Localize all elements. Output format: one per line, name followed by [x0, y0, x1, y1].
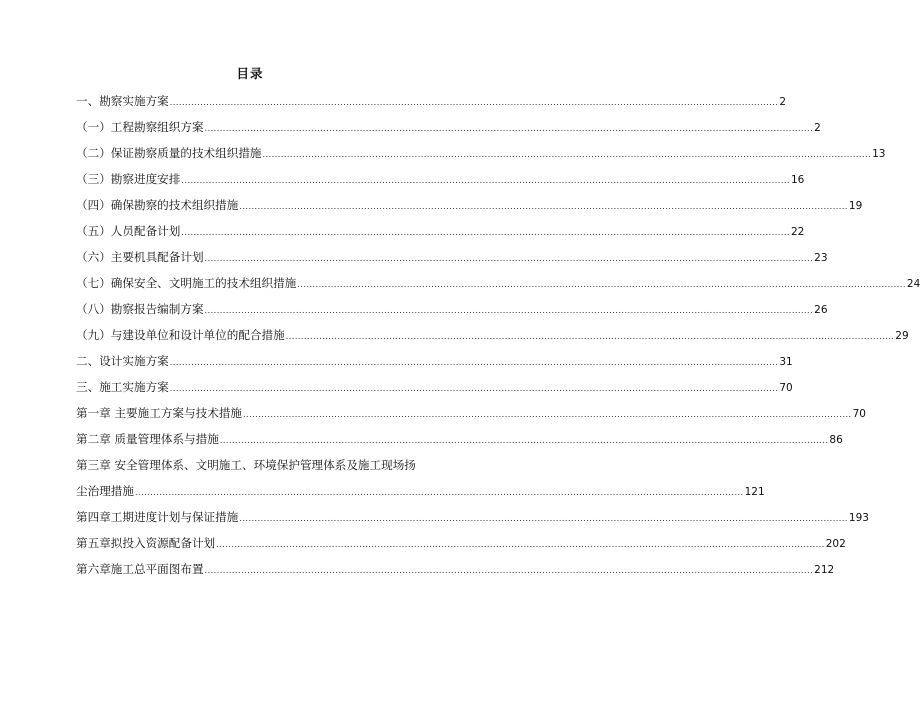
toc-entry-page: 70 — [852, 408, 866, 420]
toc-entry[interactable] — [76, 530, 846, 556]
dot-leader: ........................................................................................................................................................................................................ — [181, 228, 790, 237]
toc-entry[interactable] — [76, 244, 828, 270]
toc-entry[interactable] — [76, 426, 843, 452]
toc-entry[interactable] — [76, 166, 805, 192]
toc-entry-page: 212 — [814, 564, 835, 576]
toc-entry-label: （九）与建设单位和设计单位的配合措施 — [76, 328, 285, 342]
toc-entry-label-continued: 尘治理措施 — [76, 484, 134, 498]
toc-entry-label: 第四章工期进度计划与保证措施 — [76, 510, 239, 524]
toc-entry[interactable] — [76, 88, 787, 114]
toc-entry[interactable] — [76, 400, 866, 426]
dot-leader: ........................................................................................................................................................................................................ — [169, 358, 779, 367]
toc-entry-page: 26 — [814, 304, 828, 316]
toc-entry[interactable] — [76, 140, 886, 166]
dot-leader: ........................................................................................................................................................................................................ — [219, 436, 829, 445]
toc-entry[interactable] — [76, 452, 765, 504]
dot-leader: ........................................................................................................................................................................................................ — [169, 384, 779, 393]
dot-leader: ........................................................................................................................................................................................................ — [169, 98, 779, 107]
dot-leader: ........................................................................................................................................................................................................ — [262, 150, 872, 159]
toc-entry-label: （八）勘察报告编制方案 — [76, 302, 204, 316]
toc-entry-label: （三）勘察进度安排 — [76, 172, 181, 186]
toc-entry-page: 202 — [825, 538, 846, 550]
toc-entry-label: 第三章 安全管理体系、文明施工、环境保护管理体系及施工现场扬 — [76, 458, 416, 472]
toc-entry-label: 三、施工实施方案 — [76, 380, 169, 394]
dot-leader: ........................................................................................................................................................................................................ — [285, 332, 895, 341]
dot-leader: ........................................................................................................................................................................................................ — [297, 280, 906, 289]
dot-leader: ........................................................................................................................................................................................................ — [204, 124, 814, 133]
toc-entry-page: 31 — [779, 356, 793, 368]
toc-entry-label: 一、勘察实施方案 — [76, 94, 169, 108]
toc-entry-label: 第五章拟投入资源配备计划 — [76, 536, 216, 550]
toc-entry-label: 第二章 质量管理体系与措施 — [76, 432, 219, 446]
dot-leader: ........................................................................................................................................................................................................ — [134, 488, 744, 497]
toc-entry-page: 13 — [872, 148, 886, 160]
toc-entry[interactable] — [76, 556, 835, 582]
toc-entry-page: 2 — [779, 96, 787, 108]
dot-leader: ........................................................................................................................................................................................................ — [239, 202, 848, 211]
toc-entry[interactable] — [76, 114, 821, 140]
toc-entry[interactable] — [76, 504, 869, 530]
toc-entry[interactable] — [76, 322, 909, 348]
toc-entry-label: 二、设计实施方案 — [76, 354, 169, 368]
dot-leader: ........................................................................................................................................................................................................ — [204, 254, 814, 263]
toc-entry-page: 22 — [790, 226, 805, 238]
toc-entry[interactable] — [76, 348, 793, 374]
toc-entry[interactable] — [76, 374, 793, 400]
toc-entry-page: 86 — [829, 434, 843, 446]
toc-entry-page: 70 — [779, 382, 793, 394]
dot-leader: ........................................................................................................................................................................................................ — [181, 176, 790, 185]
dot-leader: ........................................................................................................................................................................................................ — [239, 514, 848, 523]
toc-entry-page: 193 — [848, 512, 869, 524]
toc-entry-page: 19 — [848, 200, 863, 212]
toc-entry-continuation — [76, 478, 765, 504]
toc-entry-label: （一）工程勘察组织方案 — [76, 120, 204, 134]
toc-entry-page: 24 — [906, 278, 920, 290]
toc-entry-label: 第六章施工总平面图布置 — [76, 562, 204, 576]
toc-entry-page: 2 — [814, 122, 821, 134]
toc-entry-label: 第一章 主要施工方案与技术措施 — [76, 406, 242, 420]
toc-title: 目录 — [236, 66, 264, 81]
toc-entry[interactable] — [76, 218, 805, 244]
dot-leader: ........................................................................................................................................................................................................ — [204, 566, 814, 575]
toc-list — [76, 88, 920, 582]
dot-leader: ........................................................................................................................................................................................................ — [204, 306, 814, 315]
toc-entry[interactable] — [76, 270, 920, 296]
toc-entry-page: 23 — [814, 252, 828, 264]
toc-entry-page: 121 — [744, 486, 765, 498]
toc-entry-page: 16 — [790, 174, 805, 186]
dot-leader: ........................................................................................................................................................................................................ — [243, 410, 852, 419]
toc-entry-label: （五）人员配备计划 — [76, 224, 181, 238]
toc-entry[interactable] — [76, 296, 828, 322]
toc-entry[interactable] — [76, 192, 863, 218]
toc-entry-label: （七）确保安全、文明施工的技术组织措施 — [76, 276, 297, 290]
toc-entry-label: （六）主要机具配备计划 — [76, 250, 204, 264]
toc-entry-label: （四）确保勘察的技术组织措施 — [76, 198, 239, 212]
toc-entry-page: 29 — [895, 330, 909, 342]
dot-leader: ........................................................................................................................................................................................................ — [216, 540, 825, 549]
toc-entry-label: （二）保证勘察质量的技术组织措施 — [76, 146, 262, 160]
